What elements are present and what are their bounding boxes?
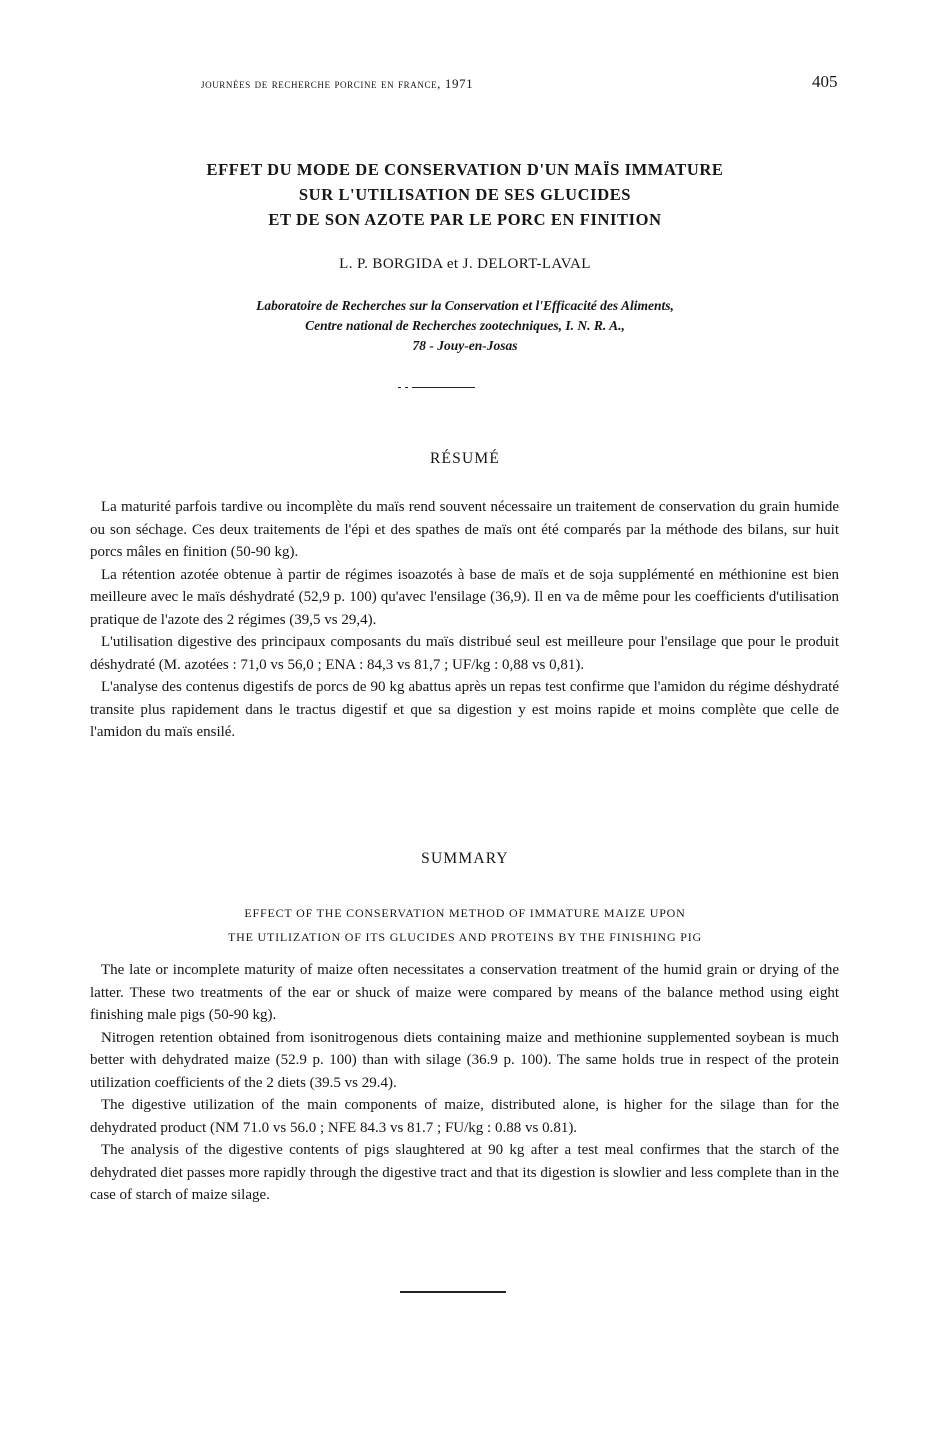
- resume-paragraph: L'utilisation digestive des principaux composants du maïs distribué seul est meilleure pour l'ensilage que pour le produit déshydraté (M. azotées : 71,0 vs 56,0 ; ENA : 84,3 vs 81,7 ; UF/kg : 0,88 vs 0,81).: [90, 634, 839, 673]
- affiliation: [0, 296, 930, 356]
- header-separator-dot: [405, 387, 408, 388]
- footer-separator-rule: [400, 1291, 506, 1293]
- summary-heading: SUMMARY: [421, 850, 509, 867]
- header-separator-rule: [412, 387, 475, 388]
- resume-paragraph: L'analyse des contenus digestifs de porcs de 90 kg abattus après un repas test confirme que l'amidon du régime déshydraté transite plus rapidement dans le tractus digestif et que sa digestion y est moins rapide et moins complète que celle de l'amidon du maïs ensilé.: [90, 679, 839, 740]
- resume-heading: RÉSUMÉ: [429, 450, 501, 467]
- affiliation-line-1: Laboratoire de Recherches sur la Conservation et l'Efficacité des Aliments,: [256, 298, 674, 313]
- resume-paragraph: La maturité parfois tardive ou incomplète du maïs rend souvent nécessaire un traitement de conservation du grain humide ou son séchage. Ces deux traitements de l'épi et des spathes de maïs ont été comparés par la méthode des bilans, sur huit porcs mâles en finition (50-90 kg).: [90, 499, 839, 560]
- summary-subtitle-line-1: EFFECT OF THE CONSERVATION METHOD OF IMMATURE MAIZE UPON: [244, 906, 686, 920]
- authors: L. P. BORGIDA et J. DELORT-LAVAL: [339, 256, 591, 272]
- summary-subtitle-line-2: THE UTILIZATION OF ITS GLUCIDES AND PROTEINS BY THE FINISHING PIG: [228, 930, 702, 944]
- summary-paragraph: The analysis of the digestive contents of pigs slaughtered at 90 kg after a test meal confirmes that the starch of the dehydrated diet passes more rapidly through the digestive tract and that its digestion is slowlier and less complete than in the case of starch of maize silage.: [90, 1142, 839, 1203]
- summary-paragraph: Nitrogen retention obtained from isonitrogenous diets containing maize and methionine supplemented soybean is much better with dehydrated maize (52.9 p. 100) than with silage (36.9 p. 100). The same holds true in respect of the protein utilization coefficients of the 2 diets (39.5 vs 29.4).: [90, 1029, 839, 1091]
- resume-paragraph: La rétention azotée obtenue à partir de régimes isoazotés à base de maïs et de soja supplémenté en méthionine est bien meilleure avec le maïs déshydraté (52,9 p. 100) qu'avec l'ensilage (36,9). Il en va de même pour les coefficients d'utilisation pratique de l'azote des 2 régimes (39,5 vs 29,4).: [90, 566, 839, 628]
- title-line-2: SUR L'UTILISATION DE SES GLUCIDES: [298, 185, 632, 204]
- title-line-3: ET DE SON AZOTE PAR LE PORC EN FINITION: [268, 210, 662, 229]
- article-title: [0, 157, 930, 232]
- summary-paragraph: The digestive utilization of the main components of maize, distributed alone, is higher for the silage than for the dehydrated product (NM 71.0 vs 56.0 ; NFE 84.3 vs 81.7 ; FU/kg : 0.88 vs 0.81).: [90, 1097, 839, 1136]
- resume-body: [90, 496, 839, 744]
- running-head: journées de recherche porcine en france, 1971: [201, 76, 474, 91]
- summary-body: [90, 959, 839, 1207]
- summary-paragraph: The late or incomplete maturity of maize often necessitates a conservation treatment of the humid grain or drying of the latter. These two treatments of the ear or shuck of maize were compared by means of the balance method using eight finishing male pigs (50-90 kg).: [90, 962, 839, 1023]
- summary-subtitle: [0, 901, 930, 949]
- title-line-1: EFFET DU MODE DE CONSERVATION D'UN MAÏS IMMATURE: [206, 160, 724, 179]
- affiliation-line-3: 78 - Jouy-en-Josas: [412, 338, 518, 353]
- page-number: 405: [812, 72, 838, 91]
- header-separator-dot: [398, 387, 401, 388]
- affiliation-line-2: Centre national de Recherches zootechniques, I. N. R. A.,: [305, 318, 625, 333]
